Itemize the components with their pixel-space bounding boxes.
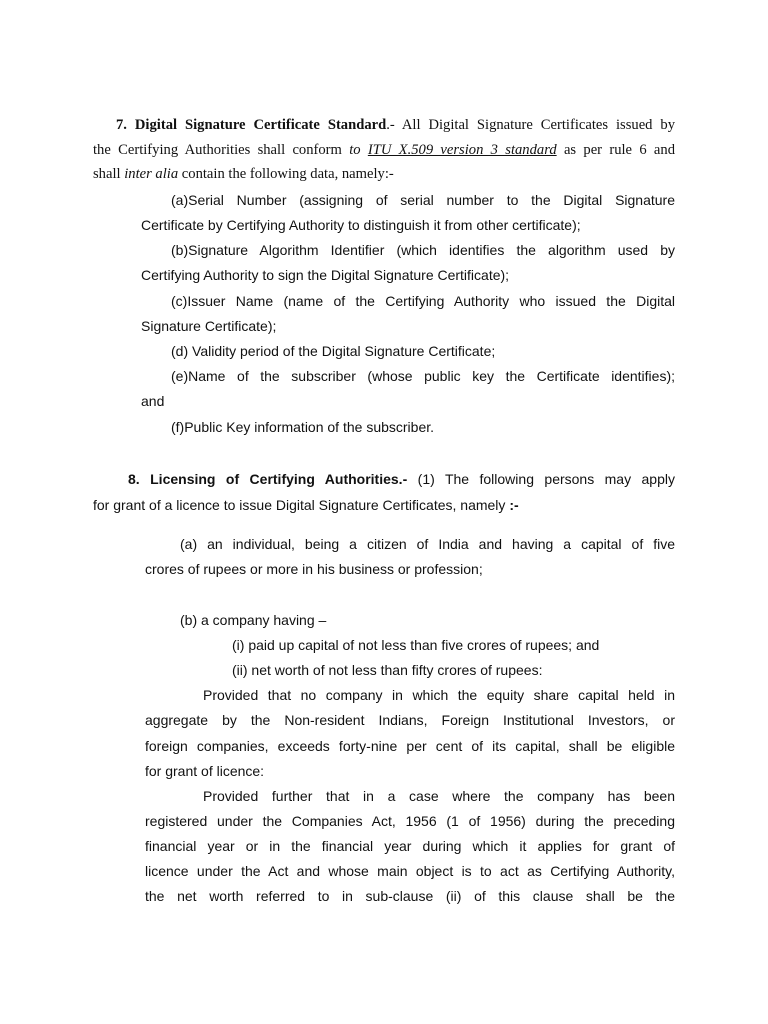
item-b-line-2: Certifying Authority to sign the Digital Signature Certificate); bbox=[141, 267, 510, 283]
item-e-line-2: and bbox=[141, 393, 165, 409]
section-7-heading-line bbox=[116, 116, 675, 134]
item-b-line-1 bbox=[171, 241, 675, 259]
inter-alia-phrase: inter alia bbox=[124, 166, 179, 182]
item-a-line-1 bbox=[171, 191, 675, 209]
section-8-line-2 bbox=[93, 496, 519, 514]
proviso-2-line-5: the net worth referred to in sub-clause (ii) of this clause shall be the bbox=[145, 888, 675, 904]
item-a-text: Serial Number (assigning of serial number to the Digital Signature bbox=[188, 192, 675, 208]
item-c-label: (c) bbox=[171, 293, 188, 309]
section-7-line-3-tail: contain the following data, namely:- bbox=[178, 166, 394, 182]
section-7-title-suffix: .- All Digital Signature Certificates issued by bbox=[386, 117, 675, 133]
clause-a-line-2: crores of rupees or more in his business or profession; bbox=[145, 561, 483, 577]
clause-a-line-1: (a) an individual, being a citizen of India and having a capital of five bbox=[180, 536, 675, 552]
item-c-line-1 bbox=[171, 292, 675, 310]
section-7-line-3-text: shall bbox=[93, 166, 125, 182]
proviso-2-line-2: registered under the Companies Act, 1956 (1 of 1956) during the preceding bbox=[145, 813, 675, 829]
item-e-line-1 bbox=[171, 367, 675, 385]
item-a-line-2: Certificate by Certifying Authority to distinguish it from other certificate); bbox=[141, 217, 581, 233]
item-e-label: (e) bbox=[171, 368, 189, 384]
item-d-text: Validity period of the Digital Signature Certificate; bbox=[192, 343, 496, 359]
section-7-line-2-tail: as per rule 6 and bbox=[556, 142, 675, 158]
clause-b-sub-ii: (ii) net worth of not less than fifty crores of rupees: bbox=[232, 662, 543, 678]
item-f-label: (f) bbox=[171, 419, 185, 435]
section-8-intro: (1) The following persons may apply bbox=[407, 471, 675, 487]
item-d-label: (d) bbox=[171, 343, 189, 359]
section-7-line-3 bbox=[93, 165, 394, 183]
proviso-2-line-3: financial year or in the financial year during which it applies for grant of bbox=[145, 838, 675, 854]
proviso-1-line-4: for grant of licence: bbox=[145, 763, 265, 779]
proviso-1-line-3: foreign companies, exceeds forty-nine per cent of its capital, shall be eligible bbox=[145, 738, 675, 754]
section-8-heading-line bbox=[128, 470, 675, 488]
proviso-2-line-4: licence under the Act and whose main object is to act as Certifying Authority, bbox=[145, 863, 675, 879]
item-c-line-2: Signature Certificate); bbox=[141, 318, 277, 334]
item-b-text: Signature Algorithm Identifier (which identifies the algorithm used by bbox=[188, 242, 675, 258]
item-e-text: Name of the subscriber (whose public key the Certificate identifies); bbox=[188, 368, 675, 384]
itu-standard-reference: ITU X.509 version 3 standard bbox=[367, 142, 557, 158]
clause-b-sub-i: (i) paid up capital of not less than five crores of rupees; and bbox=[232, 637, 600, 653]
proviso-2-line-1: Provided further that in a case where the company has been bbox=[203, 788, 675, 804]
item-c-text: Issuer Name (name of the Certifying Authority who issued the Digital bbox=[187, 293, 675, 309]
proviso-1-line-1: Provided that no company in which the equity share capital held in bbox=[203, 687, 675, 703]
section-8-line-2-colon: :- bbox=[509, 497, 519, 513]
section-8-line-2-text: for grant of a licence to issue Digital Signature Certificates, namely bbox=[93, 497, 510, 513]
section-7-line-2-text: the Certifying Authorities shall conform bbox=[93, 142, 350, 158]
section-8-title: Licensing of Certifying Authorities.- bbox=[150, 471, 408, 487]
clause-b-line: (b) a company having – bbox=[180, 612, 327, 628]
section-7-line-2-to: to bbox=[349, 142, 368, 158]
section-7-line-2 bbox=[93, 141, 675, 159]
section-7-title: Digital Signature Certificate Standard bbox=[134, 117, 387, 133]
item-f-line-1 bbox=[171, 418, 434, 436]
item-a-label: (a) bbox=[171, 192, 189, 208]
item-b-label: (b) bbox=[171, 242, 189, 258]
section-8-number: 8. bbox=[128, 471, 140, 487]
item-f-text: Public Key information of the subscriber. bbox=[184, 419, 435, 435]
proviso-1-line-2: aggregate by the Non-resident Indians, Foreign Institutional Investors, or bbox=[145, 712, 675, 728]
item-d-line-1 bbox=[171, 342, 495, 360]
section-7-number: 7. bbox=[116, 117, 127, 133]
